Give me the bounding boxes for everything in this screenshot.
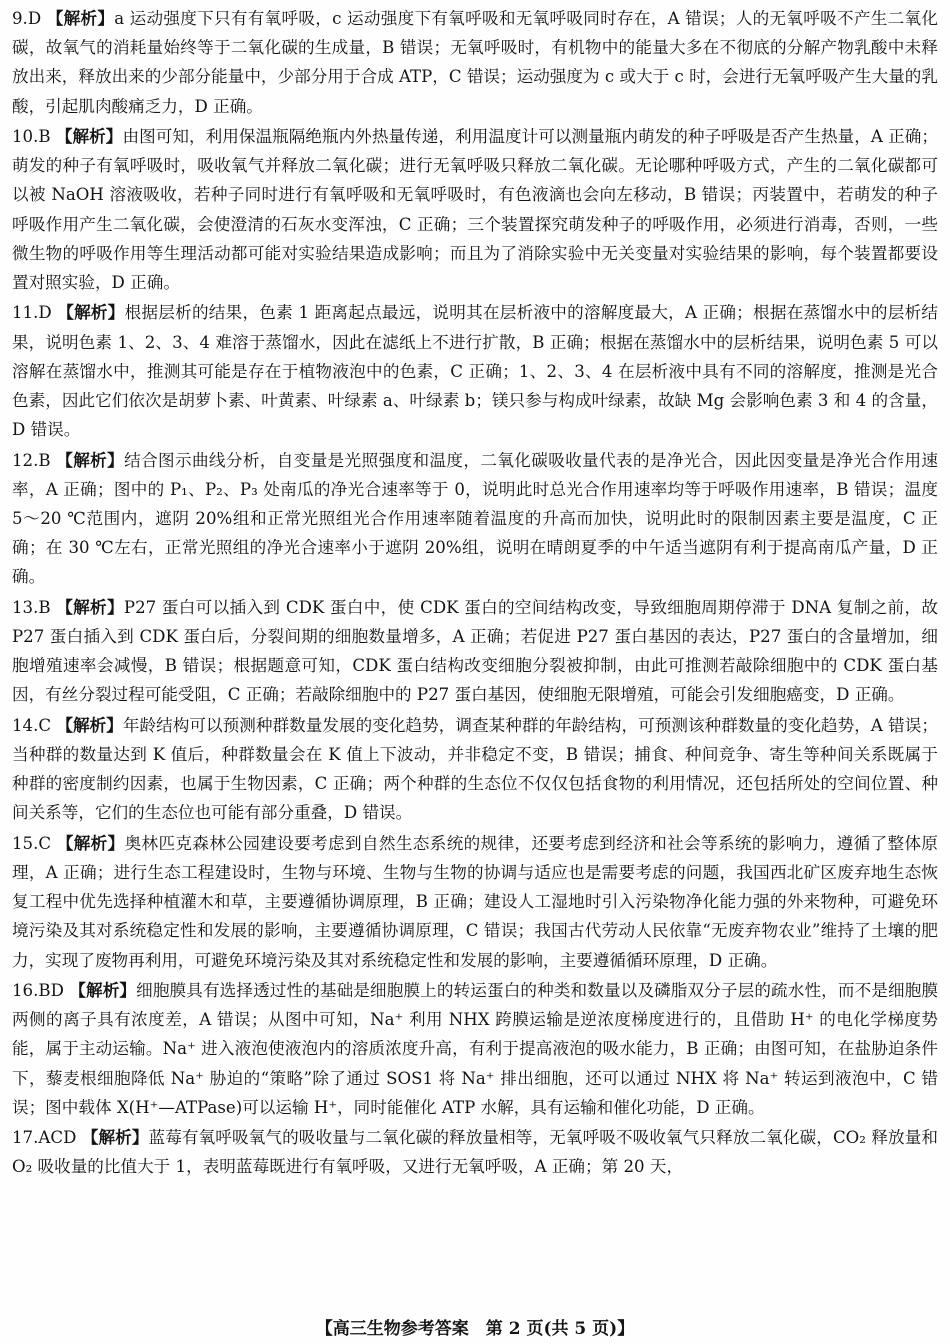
item-answer: B xyxy=(38,127,51,146)
answer-item-17 xyxy=(12,1123,938,1181)
item-text: 结合图示曲线分析，自变量是光照强度和温度，二氧化碳吸收量代表的是净光合，因此因变量是净光合作用速率，A 正确；图中的 P₁、P₂、P₃ 处南瓜的净光合速率等于 0，说明此时总光合作用速率均等于呼吸作用速率，B 错误；温度 5～20 ℃范围内，遮阴 20%组和正常光照组光合作用速率随着温度的升高而加快，说明此时的限制因素主要是温度，C 正确；在 30 ℃左右，正常光照组的净光合速率小于遮阴 20%组，说明在晴朗夏季的中午适当遮阴有利于提高南瓜产量，D 正确。 xyxy=(12,450,939,587)
answer-item-11 xyxy=(12,298,938,444)
item-text: P27 蛋白可以插入到 CDK 蛋白中，使 CDK 蛋白的空间结构改变，导致细胞周期停滞于 DNA 复制之前，故 P27 蛋白插入到 CDK 蛋白后，分裂间期的细胞数量增多，A 正确；若促进 P27 蛋白基因的表达，P27 蛋白的含量增加，细胞增殖速率会减慢，B 错误；根据题意可知，CDK 蛋白结构改变细胞分裂被抑制，由此可推测若敲除细胞中的 CDK 蛋白基因，有丝分裂过程可能受阻，C 正确；若敲除细胞中的 P27 蛋白基因，使细胞无限增殖，可能会引发细胞癌变，D 正确。 xyxy=(12,597,938,705)
answer-item-13 xyxy=(12,593,938,710)
item-number: 10. xyxy=(12,127,39,146)
item-text: 奥林匹克森林公园建设要考虑到自然生态系统的规律，还要考虑到经济和社会等系统的影响力，遵循了整体原理，A 正确；进行生态工程建设时，生物与环境、生物与生物的协调与适应也是需要考虑的问题，我国西北矿区废弃地生态恢复工程中优先选择种植灌木和草，主要遵循协调原理，B 正确；建设人工湿地时引入污染物净化能力强的外来物种，可避免环境污染及其对系统稳定性和发展的影响，主要遵循协调原理，C 错误；我国古代劳动人民依靠“无废弃物农业”维持了土壤的肥力，实现了废物再利用，可避免环境污染及其对系统稳定性和发展的影响，主要遵循循环原理，D 正确。 xyxy=(12,833,939,970)
item-text: 由图可知，利用保温瓶隔绝瓶内外热量传递，利用温度计可以测量瓶内萌发的种子呼吸是否产生热量，A 正确；萌发的种子有氧呼吸时，吸收氧气并释放二氧化碳；进行无氧呼吸只释放二氧化碳。无论哪种呼吸方式，产生的二氧化碳都可以被 NaOH 溶液吸收，若种子同时进行有氧呼吸和无氧呼吸时，有色液滴也会向左移动，B 错误；丙装置中，若萌发的种子呼吸作用产生二氧化碳，会使澄清的石灰水变浑浊，C 正确；三个装置探究萌发种子的呼吸作用，必须进行消毒，否则，一些微生物的呼吸作用等生理活动都可能对实验结果造成影响；而且为了消除实验中无关变量对实验结果的影响，每个装置都要设置对照实验，D 正确。 xyxy=(12,127,938,293)
item-number: 13. xyxy=(12,597,39,617)
item-answer: C xyxy=(38,715,52,735)
item-text: 细胞膜具有选择透过性的基础是细胞膜上的转运蛋白的种类和数量以及磷脂双分子层的疏水性，而不是细胞膜两侧的离子具有浓度差，A 错误；从图中可知，Na⁺ 利用 NHX 跨膜运输是逆浓度梯度进行的，且借助 H⁺ 的电化学梯度势能，属于主动运输。Na⁺ 进入液泡使液泡内的溶质浓度升高，有利于提高液泡的吸水能力，B 正确；由图可知，在盐胁迫条件下，藜麦根细胞降低 Na⁺ 胁迫的“策略”除了通过 SOS1 将 Na⁺ 排出细胞，还可以通过 NHX 将 Na⁺ 转运到液泡中，C 错误；图中载体 X(H⁺—ATPase)可以运输 H⁺，同时能催化 ATP 水解，具有运输和催化功能，D 正确。 xyxy=(12,981,939,1117)
item-answer: D xyxy=(27,9,42,28)
answer-item-14 xyxy=(12,711,938,828)
item-text: 蓝莓有氧呼吸氧气的吸收量与二氧化碳的释放量相等，无氧呼吸不吸收氧气只释放二氧化碳，CO₂ 释放量和 O₂ 吸收量的比值大于 1，表明蓝莓既进行有氧呼吸，又进行无氧呼吸，A 正确；第 20 天， xyxy=(12,1128,938,1177)
analysis-tag: 【解析】 xyxy=(55,126,123,146)
answer-item-9 xyxy=(12,4,938,121)
analysis-tag: 【解析】 xyxy=(81,1127,149,1148)
item-answer: D xyxy=(38,303,52,323)
item-number: 11. xyxy=(12,303,39,323)
answer-list xyxy=(12,4,938,1183)
item-number: 14. xyxy=(12,715,39,735)
analysis-tag: 【解析】 xyxy=(69,980,137,1001)
item-text: a 运动强度下只有有氧呼吸，c 运动强度下有氧呼吸和无氧呼吸同时存在，A 错误；人的无氧呼吸不产生二氧化碳，故氧气的消耗量始终等于二氧化碳的生成量，B 错误；无氧呼吸时，有机物中的能量大多在不彻底的分解产物乳酸中未释放出来，释放出来的少部分能量中，少部分用于合成 ATP，C 错误；运动强度为 c 或大于 c 时，会进行无氧呼吸产生大量的乳酸，引起肌肉酸痛乏力，D 正确。 xyxy=(12,9,938,116)
answer-item-10 xyxy=(12,122,938,297)
answer-item-16 xyxy=(12,976,938,1122)
analysis-tag: 【解析】 xyxy=(46,8,115,28)
item-text: 根据层析的结果，色素 1 距离起点最远，说明其在层析液中的溶解度最大，A 正确；根据在蒸馏水中的层析结果，说明色素 1、2、3、4 难溶于蒸馏水，因此在滤纸上不进行扩散，B 正确；根据在蒸馏水中的层析结果，说明色素 5 可以溶解在蒸馏水中，推测其可能是存在于植物液泡中的色素，C 正确；1、2、3、4 在层析液中具有不同的溶解度，推测是光合色素，因此它们依次是胡萝卜素、叶黄素、叶绿素 a、叶绿素 b；镁只参与构成叶绿素，故缺 Mg 会影响色素 3 和 4 的含量，D 错误。 xyxy=(12,303,938,440)
analysis-tag: 【解析】 xyxy=(57,302,125,323)
item-answer: B xyxy=(38,597,51,617)
item-answer: BD xyxy=(38,981,64,1001)
item-answer: ACD xyxy=(38,1128,77,1148)
answer-item-12 xyxy=(12,446,938,592)
analysis-tag: 【解析】 xyxy=(56,449,125,470)
page-footer: 【高三生物参考答案 第 2 页(共 5 页)】 xyxy=(315,1319,635,1339)
item-text: 年龄结构可以预测种群数量发展的变化趋势，调查某种群的年龄结构，可预测该种群数量的变化趋势，A 错误；当种群的数量达到 K 值后，种群数量会在 K 值上下波动，并非稳定不变，B 错误；捕食、种间竞争、寄生等种间关系既属于种群的密度制约因素，也属于生物因素，C 正确；两个种群的生态位不仅仅包括食物的利用情况，还包括所处的空间位置、种间关系等，它们的生态位也可能有部分重叠，D 错误。 xyxy=(12,715,939,823)
analysis-tag: 【解析】 xyxy=(56,832,125,853)
item-number: 17. xyxy=(12,1128,39,1148)
item-number: 9. xyxy=(12,9,28,28)
answer-item-15 xyxy=(12,829,938,975)
item-number: 16. xyxy=(12,981,39,1001)
item-answer: C xyxy=(38,833,52,853)
item-answer: B xyxy=(38,450,51,470)
analysis-tag: 【解析】 xyxy=(56,714,123,735)
analysis-tag: 【解析】 xyxy=(56,596,124,617)
item-number: 12. xyxy=(12,450,39,470)
item-number: 15. xyxy=(12,833,39,853)
